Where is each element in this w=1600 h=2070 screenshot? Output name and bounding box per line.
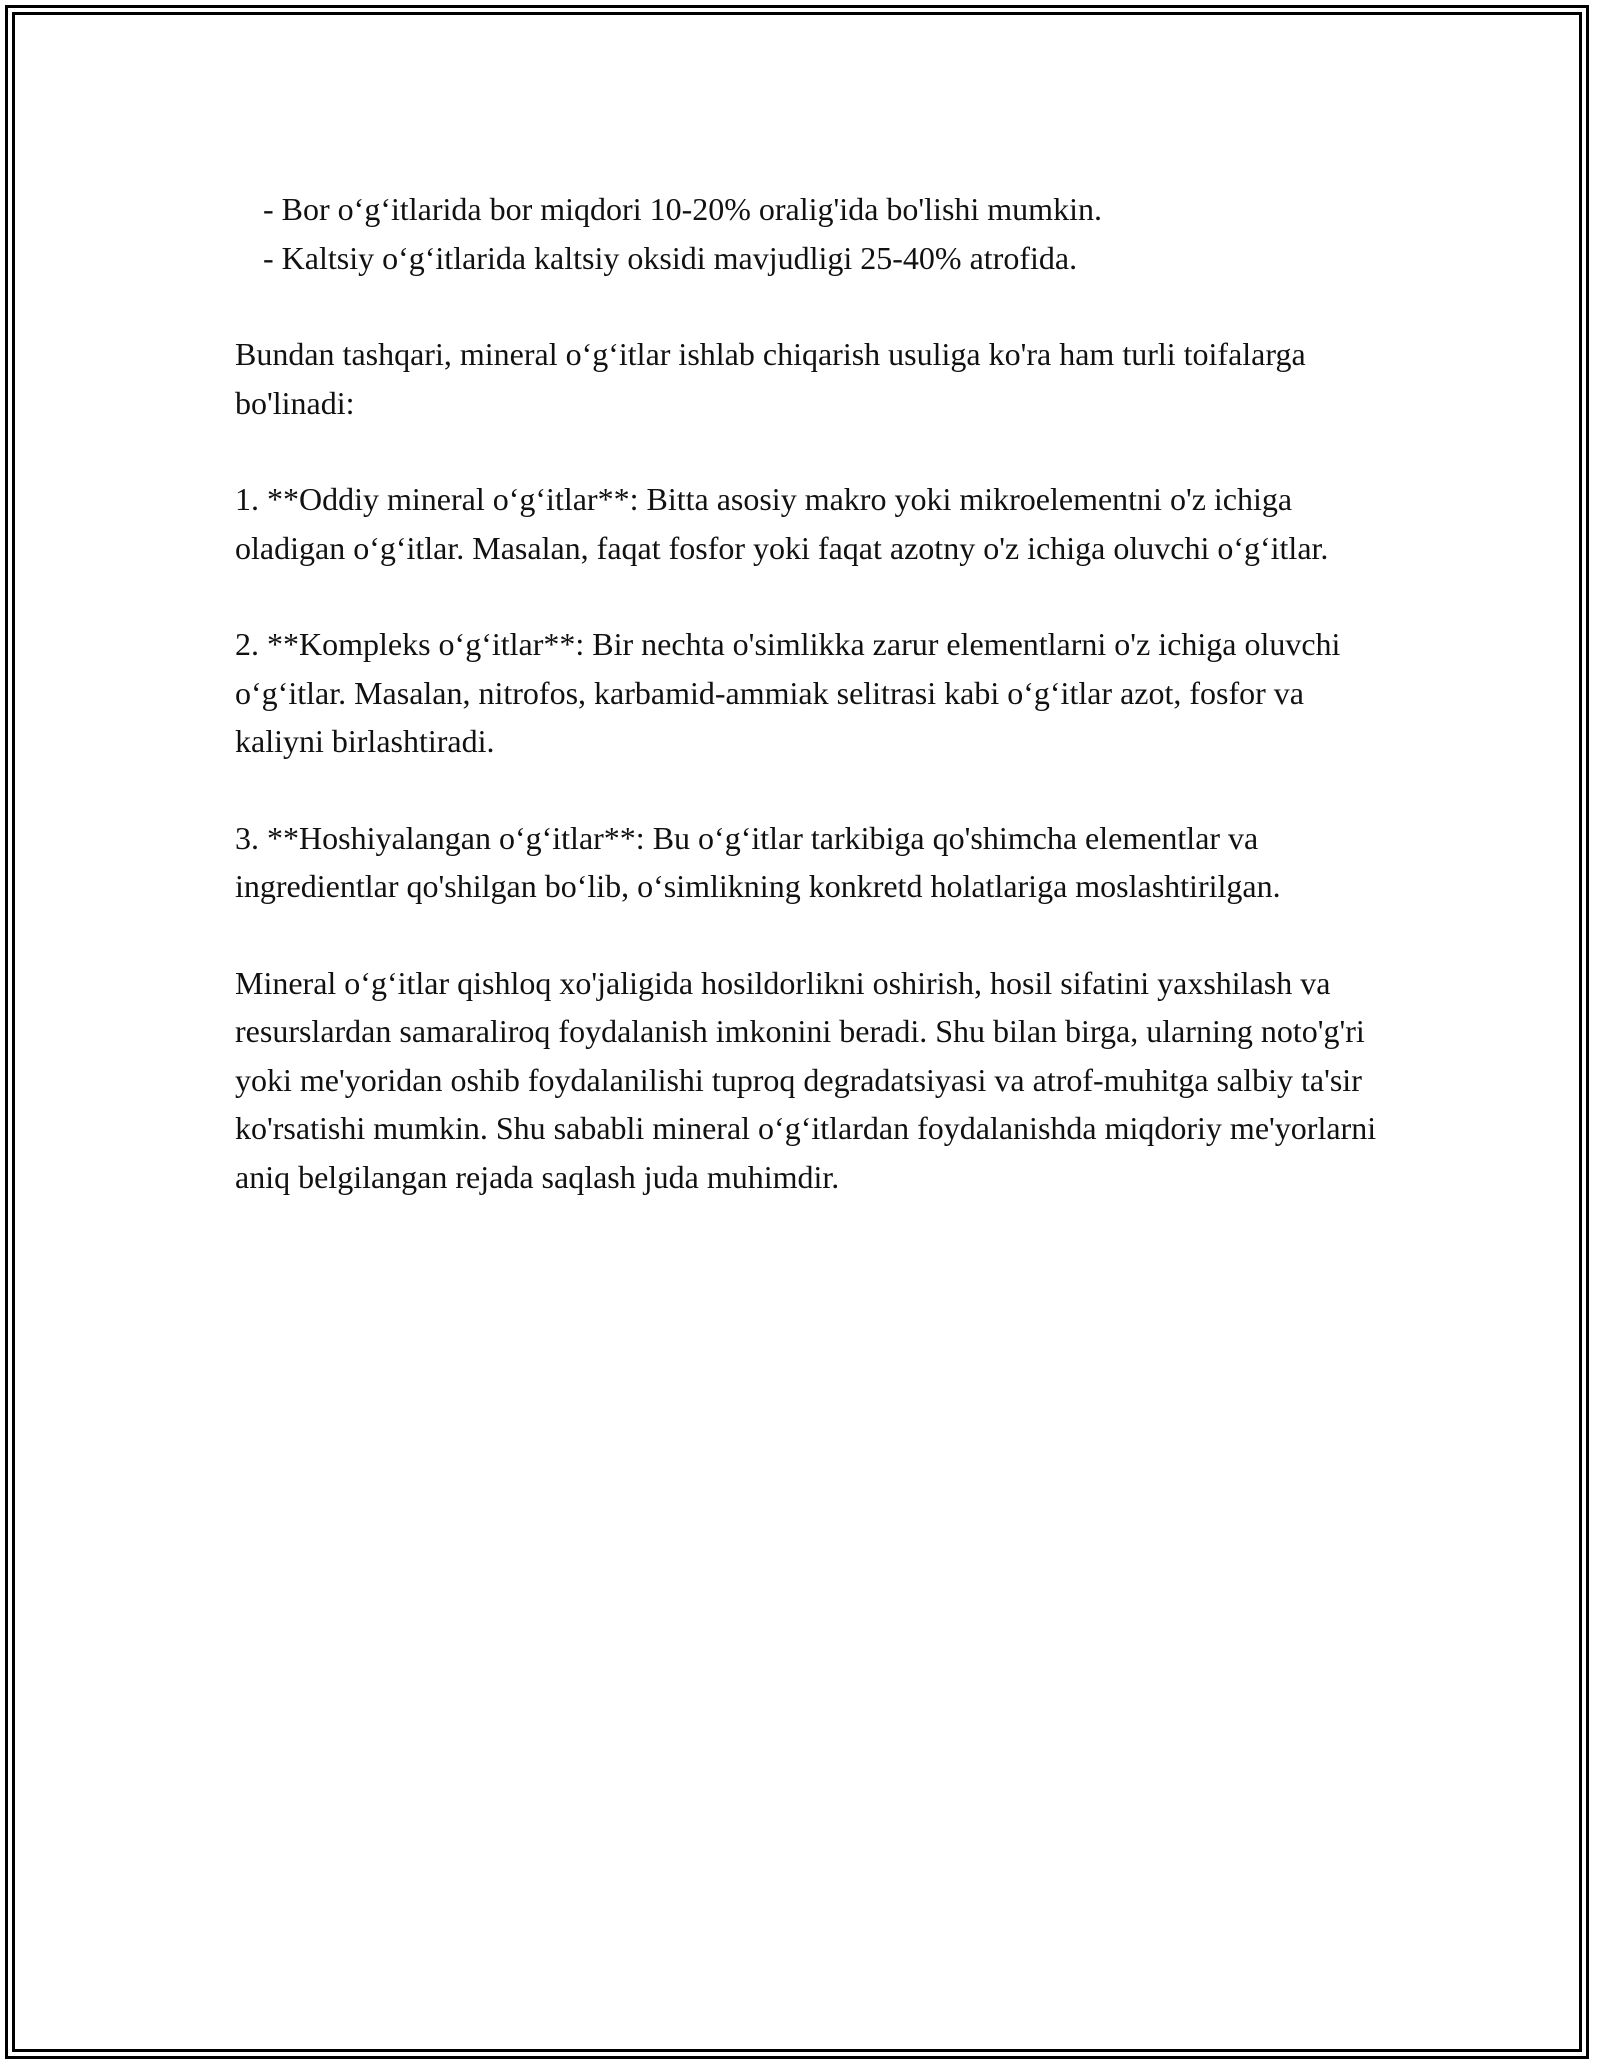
- paragraph-intro: Bundan tashqari, mineral o‘g‘itlar ishlab chiqarish usuliga ko'ra ham turli toifalarga bo'linadi:: [235, 336, 1306, 421]
- paragraph-simple-fertilizers: 1. **Oddiy mineral o‘g‘itlar**: Bitta asosiy makro yoki mikroelementni o'z ichiga oladigan o‘g‘itlar. Masalan, faqat fosfor yoki faqat azotny o'z ichiga oluvchi o‘g‘itlar.: [235, 481, 1329, 566]
- document-body: [235, 185, 1380, 1201]
- bullet-item-boron: - Bor o‘g‘itlarida bor miqdori 10-20% oralig'ida bo'lishi mumkin.: [263, 191, 1102, 227]
- paragraph-enriched-fertilizers: 3. **Hoshiyalangan o‘g‘itlar**: Bu o‘g‘itlar tarkibiga qo'shimcha elementlar va ingredientlar qo'shilgan bo‘lib, o‘simlikning konkretd holatlariga moslashtirilgan.: [235, 819, 1281, 904]
- bullet-item-calcium: - Kaltsiy o‘g‘itlarida kaltsiy oksidi mavjudligi 25-40% atrofida.: [263, 239, 1078, 276]
- bullet-list: [235, 185, 1380, 282]
- paragraph-complex-fertilizers: 2. **Kompleks o‘g‘itlar**: Bir nechta o'simlikka zarur elementlarni o'z ichiga oluvchi o‘g‘itlar. Masalan, nitrofos, karbamid-ammiak selitrasi kabi o‘g‘itlar azot, fosfor va kaliyni birlashtiradi.: [235, 626, 1341, 759]
- paragraph-conclusion: Mineral o‘g‘itlar qishloq xo'jaligida hosildorlikni oshirish, hosil sifatini yaxshilash va resurslardan samaraliroq foydalanish imkonini beradi. Shu bilan birga, ularning noto'g'ri yoki me'yoridan oshib foydalanilishi tuproq degradatsiyasi va atrof-muhitga salbiy ta'sir ko'rsatishi mumkin. Shu sababli mineral o‘g‘itlardan foydalanishda miqdoriy me'yorlarni aniq belgilangan rejada saqlash juda muhimdir.: [235, 964, 1377, 1195]
